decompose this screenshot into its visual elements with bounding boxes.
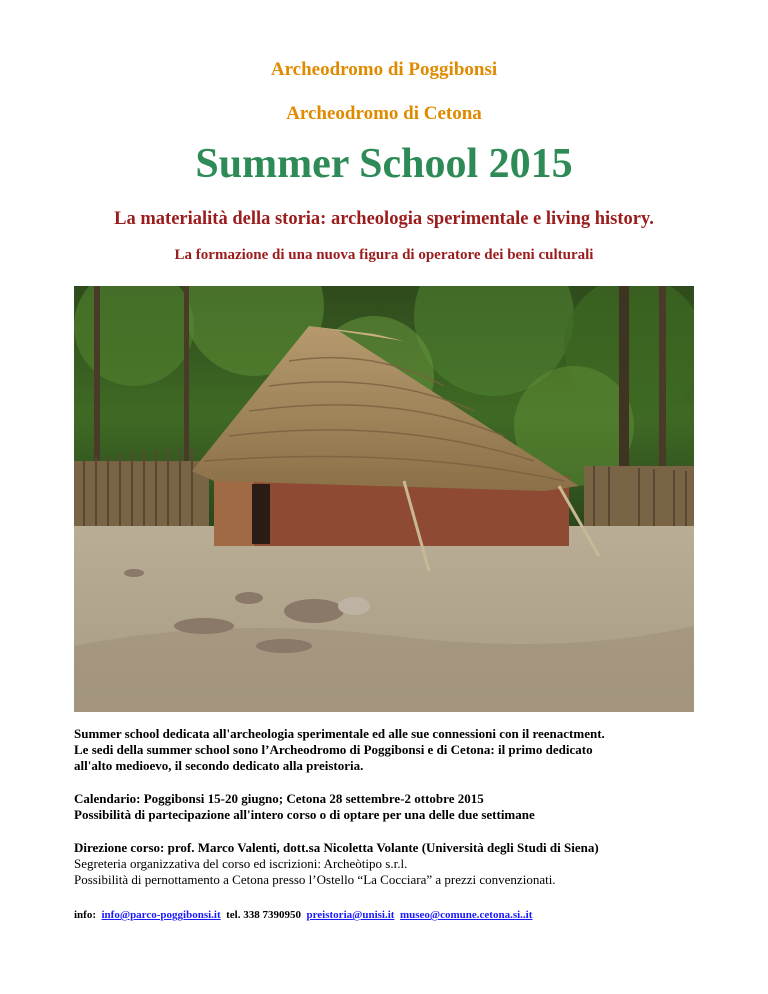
lodging-line: Possibilità di pernottamento a Cetona presso l’Ostello “La Cocciara” a prezzi convenzionati.	[74, 872, 556, 887]
venue-cetona: Archeodromo di Cetona	[286, 103, 482, 124]
direction-line: Direzione corso: prof. Marco Valenti, dott.sa Nicoletta Volante (Università degli Studi di Siena)	[74, 840, 599, 855]
calendar-paragraph	[74, 791, 714, 823]
intro-line-2: Le sedi della summer school sono l’Archeodromo di Poggibonsi e di Cetona: il primo dedicato	[74, 742, 593, 757]
calendar-line-1: Calendario: Poggibonsi 15-20 giugno; Cetona 28 settembre-2 ottobre 2015	[74, 791, 484, 806]
phone-number: tel. 338 7390950	[226, 909, 301, 921]
info-contacts	[74, 907, 714, 923]
direction-paragraph	[74, 840, 714, 888]
email-link-preistoria[interactable]: preistoria@unisi.it	[306, 909, 395, 921]
email-link-poggibonsi[interactable]: info@parco-poggibonsi.it	[101, 909, 221, 921]
venue-poggibonsi: Archeodromo di Poggibonsi	[270, 59, 498, 80]
email-link-cetona[interactable]: museo@comune.cetona.si..it	[399, 909, 533, 921]
subtitle: La materialità della storia: archeologia sperimentale e living history.	[114, 209, 654, 229]
calendar-line-2: Possibilità di partecipazione all'intero corso o di optare per una delle due settimane	[74, 807, 535, 822]
intro-line-1: Summer school dedicata all'archeologia sperimentale ed alle sue connessioni con il reenactment.	[74, 726, 605, 741]
intro-paragraph	[74, 726, 714, 774]
subtitle-secondary: La formazione di una nuova figura di operatore dei beni culturali	[174, 247, 594, 263]
thatched-hut-photo	[74, 286, 694, 712]
page-title: Summer School 2015	[195, 141, 573, 187]
secretariat-line: Segreteria organizzativa del corso ed iscrizioni: Archeòtipo s.r.l.	[74, 856, 408, 871]
info-label: info:	[74, 909, 96, 921]
intro-line-3: all'alto medioevo, il secondo dedicato alla preistoria.	[74, 758, 364, 773]
